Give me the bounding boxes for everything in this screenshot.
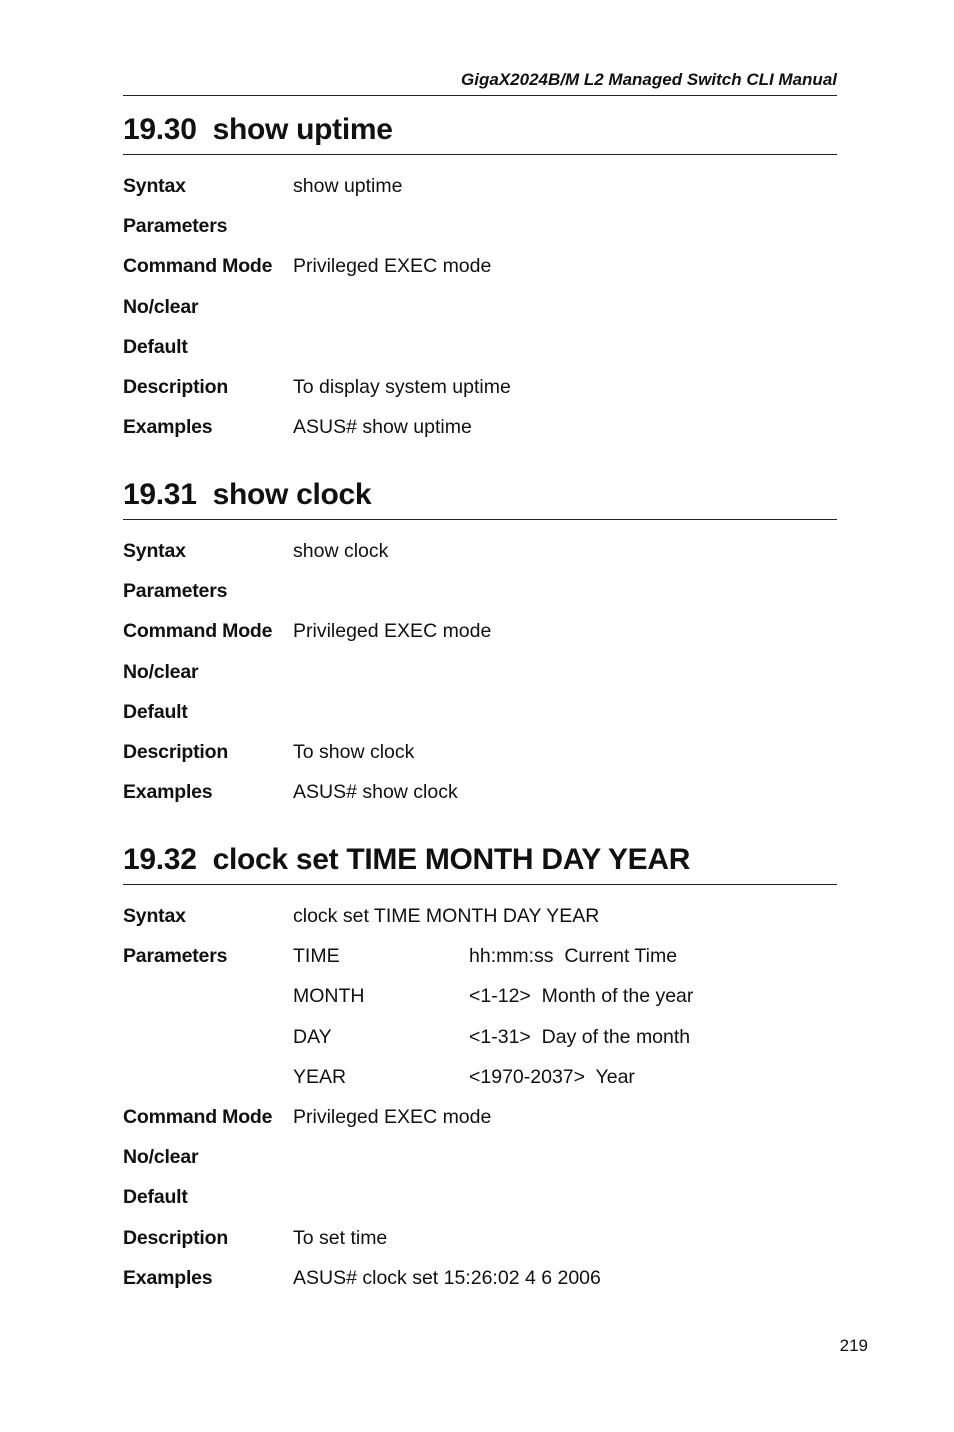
examples-value: ASUS# show uptime (293, 416, 472, 439)
examples-row (123, 415, 837, 455)
syntax-value: show clock (293, 540, 389, 562)
description-label: Description (123, 375, 229, 398)
parameter-name: YEAR (293, 1065, 347, 1088)
command-mode-row (123, 1105, 837, 1145)
description-label: Description (123, 1226, 229, 1249)
parameter-row-year (123, 1065, 837, 1105)
noclear-label: No/clear (123, 660, 199, 683)
parameter-description: <1-31> Day of the month (469, 1025, 691, 1048)
parameter-name: DAY (293, 1025, 332, 1048)
section-show-clock (123, 480, 837, 820)
default-row (123, 1185, 837, 1225)
command-mode-label: Command Mode (123, 620, 273, 643)
examples-label: Examples (123, 781, 213, 804)
parameters-row (123, 214, 837, 254)
section-heading (123, 115, 837, 155)
parameters-label: Parameters (123, 945, 228, 968)
default-row (123, 335, 837, 375)
default-label: Default (123, 1186, 188, 1209)
command-mode-value: Privileged EXEC mode (293, 1105, 492, 1128)
parameters-label: Parameters (123, 580, 228, 603)
section-clock-set (123, 845, 837, 1306)
section-number: 19.31 (123, 478, 197, 511)
parameter-description: <1-12> Month of the year (469, 985, 694, 1008)
noclear-row (123, 660, 837, 700)
section-number: 19.30 (123, 113, 197, 146)
parameter-row-time (123, 944, 837, 984)
default-row (123, 700, 837, 740)
page-number: 219 (839, 1336, 868, 1355)
section-number: 19.32 (123, 843, 197, 876)
section-title: show uptime (212, 113, 393, 146)
noclear-row (123, 1145, 837, 1185)
description-value: To set time (293, 1226, 388, 1249)
parameter-row-month (123, 984, 837, 1024)
examples-value: ASUS# clock set 15:26:02 4 6 2006 (293, 1266, 601, 1289)
parameters-label: Parameters (123, 215, 228, 238)
description-value: To show clock (293, 740, 415, 763)
description-row (123, 375, 837, 415)
description-value: To display system uptime (293, 375, 511, 398)
examples-label: Examples (123, 416, 213, 439)
examples-label: Examples (123, 1266, 213, 1289)
command-mode-label: Command Mode (123, 1105, 273, 1128)
syntax-value: clock set TIME MONTH DAY YEAR (293, 905, 600, 927)
syntax-label: Syntax (123, 540, 186, 562)
section-heading (123, 480, 837, 520)
syntax-value: show uptime (293, 175, 403, 197)
parameter-name: TIME (293, 945, 340, 968)
command-mode-label: Command Mode (123, 255, 273, 278)
command-mode-row (123, 254, 837, 294)
syntax-row (123, 904, 837, 944)
noclear-row (123, 295, 837, 335)
syntax-label: Syntax (123, 905, 186, 927)
section-heading (123, 845, 837, 885)
default-label: Default (123, 335, 188, 358)
section-title: clock set TIME MONTH DAY YEAR (212, 843, 691, 876)
command-mode-value: Privileged EXEC mode (293, 620, 492, 643)
parameter-name: MONTH (293, 985, 365, 1008)
command-mode-value: Privileged EXEC mode (293, 255, 492, 278)
parameter-description: <1970-2037> Year (469, 1065, 635, 1088)
default-label: Default (123, 700, 188, 723)
parameter-row-day (123, 1025, 837, 1065)
noclear-label: No/clear (123, 295, 199, 318)
parameters-row (123, 579, 837, 619)
syntax-row (123, 174, 837, 214)
command-mode-row (123, 619, 837, 659)
running-header: GigaX2024B/M L2 Managed Switch CLI Manual (123, 68, 837, 96)
examples-value: ASUS# show clock (293, 781, 458, 804)
description-row (123, 740, 837, 780)
section-title: show clock (212, 478, 372, 511)
description-row (123, 1226, 837, 1266)
description-label: Description (123, 740, 229, 763)
examples-row (123, 780, 837, 820)
noclear-label: No/clear (123, 1146, 199, 1169)
section-show-uptime (123, 115, 837, 455)
examples-row (123, 1266, 837, 1306)
syntax-label: Syntax (123, 175, 186, 197)
parameter-description: hh:mm:ss Current Time (469, 945, 678, 968)
syntax-row (123, 539, 837, 579)
